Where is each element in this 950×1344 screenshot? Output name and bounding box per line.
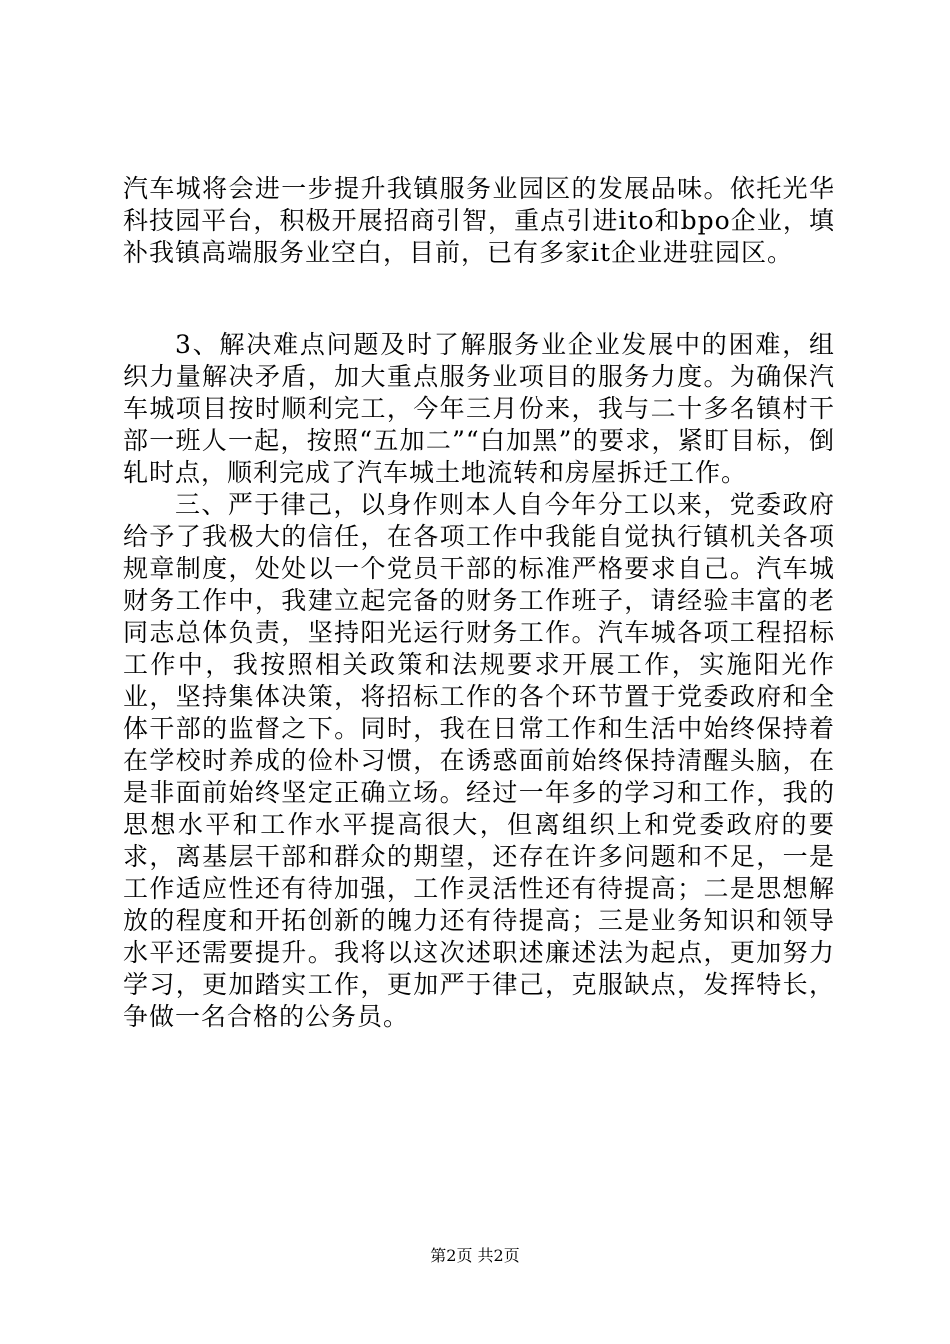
page-number-footer: 第2页 共2页: [430, 1246, 520, 1265]
document-body: [123, 173, 835, 1033]
paragraph-1: 汽车城将会进一步提升我镇服务业园区的发展品味。依托光华科技园平台，积极开展招商引智，重点引进ito和bpo企业，填补我镇高端服务业空白，目前，已有多家it企业进驻园区。: [123, 174, 835, 267]
paragraph-3: 三、严于律己，以身作则本人自今年分工以来，党委政府给予了我极大的信任，在各项工作中我能自觉执行镇机关各项规章制度，处处以一个党员干部的标准严格要求自己。汽车城财务工作中，我建立起完备的财务工作班子，请经验丰富的老同志总体负责，坚持阳光运行财务工作。汽车城各项工程招标工作中，我按照相关政策和法规要求开展工作，实施阳光作业，坚持集体决策，将招标工作的各个环节置于党委政府和全体干部的监督之下。同时，我在日常工作和生活中始终保持着在学校时养成的俭朴习惯，在诱惑面前始终保持清醒头脑，在是非面前始终坚定正确立场。经过一年多的学习和工作，我的思想水平和工作水平提高很大，但离组织上和党委政府的要求，离基层干部和群众的期望，还存在许多问题和不足，一是工作适应性还有待加强，工作灵活性还有待提高；二是思想解放的程度和开拓创新的魄力还有待提高；三是业务知识和领导水平还需要提升。我将以这次述职述廉述法为起点，更加努力学习，更加踏实工作，更加严于律己，克服缺点，发挥特长，争做一名合格的公务员。: [123, 490, 835, 1031]
paragraph-2: 3、解决难点问题及时了解服务业企业发展中的困难，组织力量解决矛盾，加大重点服务业项目的服务力度。为确保汽车城项目按时顺利完工，今年三月份来，我与二十多名镇村干部一班人一起，按照“五加二”“白加黑”的要求，紧盯目标，倒轧时点，顺利完成了汽车城土地流转和房屋拆迁工作。: [123, 330, 835, 487]
paragraph-spacer: [123, 269, 835, 329]
